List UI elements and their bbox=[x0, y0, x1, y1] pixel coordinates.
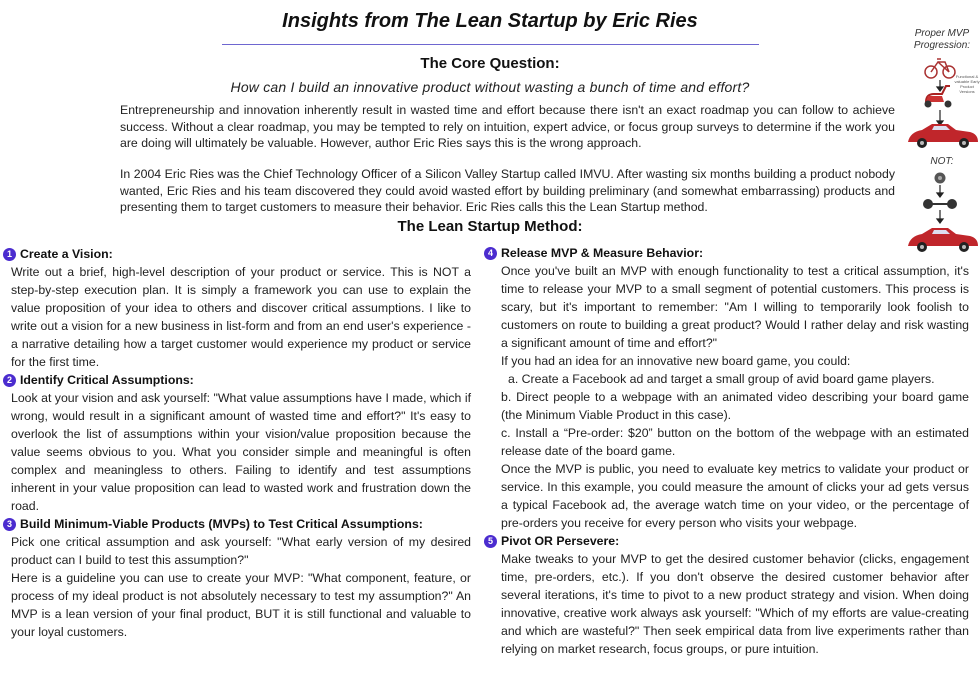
step-heading bbox=[3, 245, 471, 263]
left-column bbox=[3, 245, 471, 641]
core-question-heading: The Core Question: bbox=[420, 55, 560, 72]
arrow-down-icon bbox=[937, 185, 943, 197]
step-title: Build Minimum-Viable Products (MVPs) to Test Critical Assumptions: bbox=[20, 517, 423, 531]
arrow-down-icon bbox=[937, 80, 943, 91]
step-number-badge: 3 bbox=[3, 518, 16, 531]
mvp-progression-illustration bbox=[904, 26, 980, 256]
step-paragraph: Write out a brief, high-level description of your product or service. This is NOT a step-by-step execution plan. It is simply a framework you can use to explain the value proposition of your idea to others and discover critical assumptions. I like to write out a vision for a new business in list-form and from an end user's experience - a narrative detailing how a target customer would experience my product or service for the first time. bbox=[11, 265, 471, 369]
arrow-down-icon bbox=[937, 210, 943, 223]
example-option: c. Install a “Pre-order: $20” button on the bottom of the webpage with an estimated release date of the board game. bbox=[501, 426, 969, 458]
intro-paragraph: In 2004 Eric Ries was the Chief Technology Officer of a Silicon Valley Startup called IMVU. After wasting six months building a product nobody wanted, Eric Ries and his team discovered they could avoid wasted effort by building preliminary (and somewhat embarrassing) products and presenting them to target customers to measure their behavior. Eric Ries calls this the Lean Startup method. bbox=[120, 167, 895, 214]
step-number-badge: 5 bbox=[484, 535, 497, 548]
step-number-badge: 4 bbox=[484, 247, 497, 260]
step-paragraph: Make tweaks to your MVP to get the desired customer behavior (clicks, engagement time, pre-orders, etc.). If you don't observe the desired customer behavior after several iterations, it's time to pivot to a new product strategy and vision. When doing innovative, creative work always ask yourself: "Which of my efforts are value-creating and which are wasteful?" Then seek empirical data from live experiments rather than relying on market research, focus groups, or pure intuition. bbox=[501, 552, 969, 656]
step-paragraph: Here is a guideline you can use to create your MVP: "What component, feature, or process of my ideal product is not absolutely necessary to test my assumption?" An MVP is a lean version of your final product, BUT it is still functional and valuable to your loyal customers. bbox=[11, 571, 471, 639]
core-question-text: How can I build an innovative product without wasting a bunch of time and effort? bbox=[230, 79, 750, 95]
step-title: Release MVP & Measure Behavior: bbox=[501, 246, 704, 260]
example-option: b. Direct people to a webpage with an animated video describing your board game (the Minimum Viable Product in this case). bbox=[501, 390, 969, 422]
step-number-badge: 2 bbox=[3, 374, 16, 387]
title-divider bbox=[222, 44, 759, 45]
red-car-icon bbox=[908, 124, 978, 148]
not-caption: NOT: bbox=[930, 156, 954, 167]
step-paragraph: Once the MVP is public, you need to evaluate key metrics to validate your product or service. In this example, you could measure the amount of clicks your ad gets versus a typical Facebook ad, the average watch time on your video, or the percentage of pre-orders you receive for every person who visits your webpage. bbox=[501, 462, 969, 530]
step-paragraph: Look at your vision and ask yourself: "What value assumptions have I made, which if wrong, would result in a significant amount of wasted time and effort?" It's easy to overlook the list of assumptions within your vision/value proposition because the value seems obvious to you. What you consider simple and meaningful is often complex and meaningless to others. Failing to identify and test assumptions inherent in your value proposition can lead to wasted work and frustration down the road. bbox=[11, 391, 471, 513]
step-heading bbox=[3, 515, 471, 533]
step-title: Pivot OR Persevere: bbox=[501, 534, 620, 548]
example-option: a. Create a Facebook ad and target a small group of avid board game players. bbox=[508, 372, 935, 386]
step-paragraph: If you had an idea for an innovative new board game, you could: bbox=[501, 354, 851, 368]
step-heading bbox=[484, 532, 969, 550]
page-title: Insights from The Lean Startup by Eric Ries bbox=[282, 10, 698, 32]
tire-icon bbox=[935, 173, 946, 184]
step-title: Identify Critical Assumptions: bbox=[20, 373, 194, 387]
mvp-progression-caption: Proper MVP Progression: bbox=[913, 28, 971, 51]
intro-paragraph: Entrepreneurship and innovation inherently result in wasted time and effort because there isn't an exact roadmap you can follow to achieve success. Without a clear roadmap, you may be tempted to rely on intuition, expert advice, or focus group surveys to determine if the work you are doing will ultimately be valuable. However, author Eric Ries says this is the wrong approach. bbox=[120, 103, 895, 150]
axle-icon bbox=[923, 199, 957, 209]
step-paragraph: Once you've built an MVP with enough functionality to test a critical assumption, it's time to release your MVP to a small segment of potential customers. This process is scary, but it's important to remember: "Am I willing to temporarily look foolish to customers on route to building a great product? Would I rather delay and risk wasting a significant amount of time and effort?" bbox=[501, 264, 969, 350]
step-heading bbox=[3, 371, 471, 389]
bicycle-icon bbox=[925, 59, 955, 78]
arrow-down-icon bbox=[937, 110, 943, 125]
right-column bbox=[484, 244, 969, 658]
mvp-progression-drawing bbox=[904, 26, 980, 256]
step-number-badge: 1 bbox=[3, 248, 16, 261]
step-title: Create a Vision: bbox=[20, 247, 113, 261]
step-heading bbox=[484, 244, 969, 262]
step-paragraph: Pick one critical assumption and ask yourself: "What early version of my desired product can I build to test this assumption?" bbox=[11, 535, 471, 567]
mvp-progression-note: Functional & valuable Early Product Versions bbox=[954, 74, 980, 94]
method-heading: The Lean Startup Method: bbox=[397, 218, 583, 235]
